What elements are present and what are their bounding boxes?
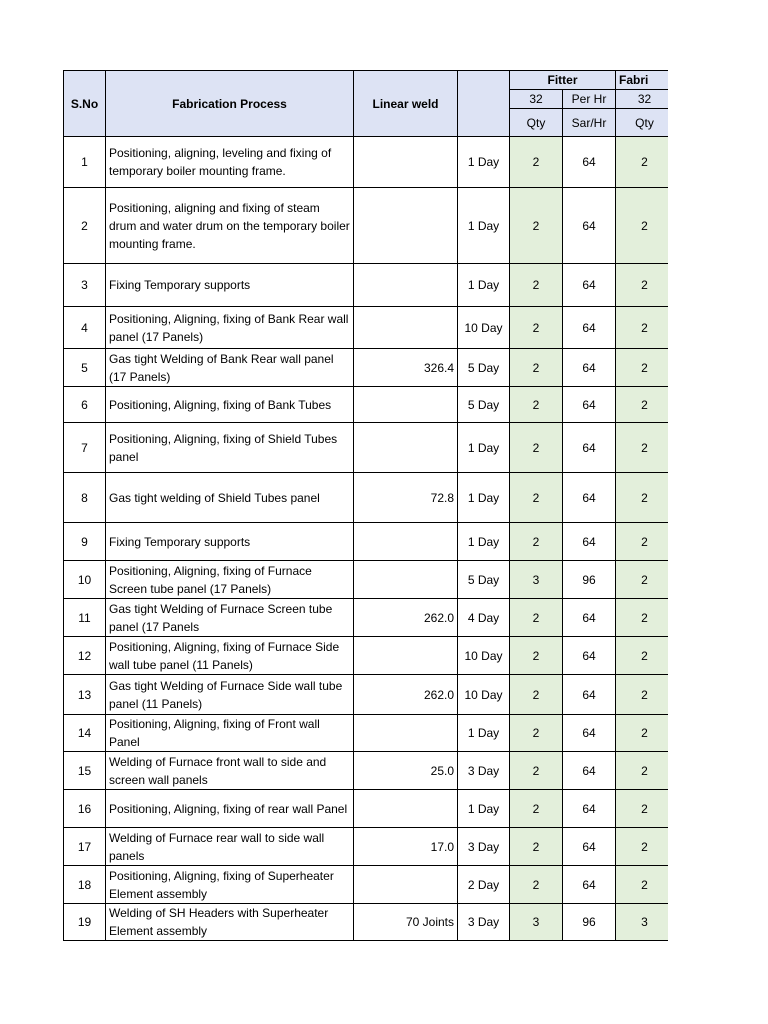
cell-linear-weld: 17.0 xyxy=(354,828,458,866)
cell-linear-weld: 262.0 xyxy=(354,675,458,715)
cell-sno: 12 xyxy=(64,637,106,675)
cell-linear-weld xyxy=(354,561,458,599)
cell-fabrication-process: Gas tight Welding of Bank Rear wall panel (17 Panels) xyxy=(106,349,354,387)
cell-fabricator-qty: 2 xyxy=(616,137,669,188)
cell-fabrication-process: Positioning, Aligning, fixing of Superheater Element assembly xyxy=(106,866,354,904)
cell-sar-hr: 64 xyxy=(563,790,616,828)
cell-fabrication-process: Fixing Temporary supports xyxy=(106,523,354,561)
cell-sno: 18 xyxy=(64,866,106,904)
cell-fabrication-process: Welding of Furnace front wall to side and screen wall panels xyxy=(106,752,354,790)
table-row xyxy=(64,637,669,675)
cell-fabricator-qty: 2 xyxy=(616,866,669,904)
cell-sar-hr: 64 xyxy=(563,349,616,387)
header-fabrication-process: Fabrication Process xyxy=(106,71,354,137)
cell-duration: 5 Day xyxy=(458,561,510,599)
cell-duration: 5 Day xyxy=(458,349,510,387)
table-row xyxy=(64,675,669,715)
cell-linear-weld xyxy=(354,637,458,675)
table-row xyxy=(64,828,669,866)
cell-sar-hr: 64 xyxy=(563,473,616,523)
cell-fabricator-qty: 2 xyxy=(616,188,669,264)
cell-fitter-qty: 2 xyxy=(510,828,563,866)
table-header xyxy=(64,71,669,137)
cell-fabricator-qty: 2 xyxy=(616,715,669,752)
table-body xyxy=(64,137,669,941)
cell-duration: 2 Day xyxy=(458,866,510,904)
cell-fabrication-process: Positioning, Aligning, fixing of Shield Tubes panel xyxy=(106,423,354,473)
cell-linear-weld xyxy=(354,264,458,307)
cell-fitter-qty: 2 xyxy=(510,790,563,828)
cell-sno: 16 xyxy=(64,790,106,828)
table-row xyxy=(64,264,669,307)
cell-sno: 3 xyxy=(64,264,106,307)
cell-fitter-qty: 2 xyxy=(510,599,563,637)
cell-sno: 1 xyxy=(64,137,106,188)
cell-fabrication-process: Positioning, Aligning, fixing of Front wall Panel xyxy=(106,715,354,752)
header-fabricator-count: 32 xyxy=(616,90,669,109)
cell-linear-weld xyxy=(354,715,458,752)
cell-linear-weld xyxy=(354,387,458,423)
cell-duration: 1 Day xyxy=(458,473,510,523)
cell-fitter-qty: 2 xyxy=(510,675,563,715)
cell-fabrication-process: Positioning, aligning and fixing of steam drum and water drum on the temporary boiler mounting frame. xyxy=(106,188,354,264)
cell-duration: 3 Day xyxy=(458,904,510,941)
header-fitter: Fitter xyxy=(510,71,616,90)
header-qty: Qty xyxy=(510,109,563,137)
fabrication-schedule-table xyxy=(63,70,668,941)
cell-linear-weld xyxy=(354,790,458,828)
table-row xyxy=(64,473,669,523)
cell-sno: 14 xyxy=(64,715,106,752)
table-row xyxy=(64,715,669,752)
cell-fabrication-process: Gas tight Welding of Furnace Side wall tube panel (11 Panels) xyxy=(106,675,354,715)
cell-sar-hr: 64 xyxy=(563,752,616,790)
cell-sar-hr: 64 xyxy=(563,423,616,473)
header-duration xyxy=(458,71,510,137)
header-sno: S.No xyxy=(64,71,106,137)
table-row xyxy=(64,752,669,790)
cell-fabrication-process: Fixing Temporary supports xyxy=(106,264,354,307)
table-row xyxy=(64,904,669,941)
header-fabricator: Fabri xyxy=(616,71,669,90)
cell-fabricator-qty: 2 xyxy=(616,790,669,828)
cell-fitter-qty: 3 xyxy=(510,561,563,599)
cell-sno: 15 xyxy=(64,752,106,790)
cell-fitter-qty: 2 xyxy=(510,349,563,387)
cell-fitter-qty: 2 xyxy=(510,866,563,904)
cell-fabrication-process: Gas tight welding of Shield Tubes panel xyxy=(106,473,354,523)
cell-linear-weld xyxy=(354,423,458,473)
cell-fabrication-process: Positioning, aligning, leveling and fixing of temporary boiler mounting frame. xyxy=(106,137,354,188)
cell-fabricator-qty: 2 xyxy=(616,307,669,349)
cell-sno: 10 xyxy=(64,561,106,599)
table-row xyxy=(64,188,669,264)
cell-fabricator-qty: 3 xyxy=(616,904,669,941)
cell-fitter-qty: 2 xyxy=(510,752,563,790)
cell-duration: 10 Day xyxy=(458,637,510,675)
cell-fitter-qty: 2 xyxy=(510,523,563,561)
cell-sno: 19 xyxy=(64,904,106,941)
cell-fabricator-qty: 2 xyxy=(616,349,669,387)
header-per-hr: Per Hr xyxy=(563,90,616,109)
cell-sar-hr: 64 xyxy=(563,715,616,752)
cell-duration: 1 Day xyxy=(458,715,510,752)
cell-linear-weld: 72.8 xyxy=(354,473,458,523)
cell-fabricator-qty: 2 xyxy=(616,828,669,866)
table-row xyxy=(64,561,669,599)
cell-linear-weld: 70 Joints xyxy=(354,904,458,941)
cell-linear-weld: 262.0 xyxy=(354,599,458,637)
cell-sar-hr: 64 xyxy=(563,828,616,866)
cell-fabricator-qty: 2 xyxy=(616,423,669,473)
table-row xyxy=(64,137,669,188)
cell-sar-hr: 96 xyxy=(563,561,616,599)
header-fabricator-qty: Qty xyxy=(616,109,669,137)
cell-sno: 4 xyxy=(64,307,106,349)
cell-fabrication-process: Positioning, Aligning, fixing of rear wall Panel xyxy=(106,790,354,828)
cell-sar-hr: 64 xyxy=(563,264,616,307)
cell-linear-weld xyxy=(354,137,458,188)
header-sar-hr: Sar/Hr xyxy=(563,109,616,137)
cell-sno: 8 xyxy=(64,473,106,523)
cell-sno: 11 xyxy=(64,599,106,637)
cell-fitter-qty: 2 xyxy=(510,387,563,423)
cell-sar-hr: 64 xyxy=(563,307,616,349)
table-row xyxy=(64,307,669,349)
table-row xyxy=(64,387,669,423)
cell-fabricator-qty: 2 xyxy=(616,523,669,561)
cell-sar-hr: 64 xyxy=(563,599,616,637)
cell-sno: 6 xyxy=(64,387,106,423)
cell-fitter-qty: 2 xyxy=(510,264,563,307)
cell-sno: 13 xyxy=(64,675,106,715)
cell-fitter-qty: 3 xyxy=(510,904,563,941)
cell-fitter-qty: 2 xyxy=(510,637,563,675)
cell-duration: 3 Day xyxy=(458,828,510,866)
header-fitter-count: 32 xyxy=(510,90,563,109)
cell-sno: 17 xyxy=(64,828,106,866)
table-row xyxy=(64,599,669,637)
fabrication-table-container xyxy=(63,70,668,941)
cell-sno: 9 xyxy=(64,523,106,561)
cell-sar-hr: 64 xyxy=(563,387,616,423)
header-linear-weld: Linear weld xyxy=(354,71,458,137)
cell-fitter-qty: 2 xyxy=(510,188,563,264)
cell-fabrication-process: Gas tight Welding of Furnace Screen tube panel (17 Panels xyxy=(106,599,354,637)
cell-fitter-qty: 2 xyxy=(510,423,563,473)
cell-linear-weld xyxy=(354,188,458,264)
cell-sar-hr: 64 xyxy=(563,675,616,715)
table-row xyxy=(64,423,669,473)
cell-duration: 4 Day xyxy=(458,599,510,637)
cell-fabricator-qty: 2 xyxy=(616,599,669,637)
cell-sar-hr: 64 xyxy=(563,866,616,904)
cell-fabricator-qty: 2 xyxy=(616,473,669,523)
cell-duration: 1 Day xyxy=(458,264,510,307)
cell-fitter-qty: 2 xyxy=(510,307,563,349)
table-row xyxy=(64,349,669,387)
cell-fitter-qty: 2 xyxy=(510,715,563,752)
cell-fabricator-qty: 2 xyxy=(616,561,669,599)
cell-linear-weld: 25.0 xyxy=(354,752,458,790)
cell-fabrication-process: Positioning, Aligning, fixing of Bank Tubes xyxy=(106,387,354,423)
cell-fabrication-process: Positioning, Aligning, fixing of Furnace Side wall tube panel (11 Panels) xyxy=(106,637,354,675)
cell-duration: 5 Day xyxy=(458,387,510,423)
cell-duration: 3 Day xyxy=(458,752,510,790)
cell-sar-hr: 64 xyxy=(563,137,616,188)
cell-fitter-qty: 2 xyxy=(510,473,563,523)
cell-fitter-qty: 2 xyxy=(510,137,563,188)
cell-fabricator-qty: 2 xyxy=(616,637,669,675)
cell-duration: 10 Day xyxy=(458,675,510,715)
cell-sar-hr: 96 xyxy=(563,904,616,941)
cell-sar-hr: 64 xyxy=(563,637,616,675)
cell-fabricator-qty: 2 xyxy=(616,387,669,423)
cell-duration: 1 Day xyxy=(458,188,510,264)
cell-fabricator-qty: 2 xyxy=(616,264,669,307)
cell-sar-hr: 64 xyxy=(563,188,616,264)
cell-linear-weld xyxy=(354,866,458,904)
table-row xyxy=(64,866,669,904)
table-row xyxy=(64,790,669,828)
cell-fabrication-process: Welding of SH Headers with Superheater Element assembly xyxy=(106,904,354,941)
cell-sar-hr: 64 xyxy=(563,523,616,561)
cell-duration: 1 Day xyxy=(458,137,510,188)
cell-fabricator-qty: 2 xyxy=(616,675,669,715)
cell-fabrication-process: Positioning, Aligning, fixing of Bank Rear wall panel (17 Panels) xyxy=(106,307,354,349)
cell-linear-weld: 326.4 xyxy=(354,349,458,387)
cell-duration: 1 Day xyxy=(458,423,510,473)
cell-fabrication-process: Positioning, Aligning, fixing of Furnace Screen tube panel (17 Panels) xyxy=(106,561,354,599)
table-row xyxy=(64,523,669,561)
cell-duration: 1 Day xyxy=(458,523,510,561)
cell-sno: 5 xyxy=(64,349,106,387)
cell-fabricator-qty: 2 xyxy=(616,752,669,790)
cell-linear-weld xyxy=(354,307,458,349)
cell-duration: 10 Day xyxy=(458,307,510,349)
cell-fabrication-process: Welding of Furnace rear wall to side wall panels xyxy=(106,828,354,866)
cell-sno: 2 xyxy=(64,188,106,264)
cell-duration: 1 Day xyxy=(458,790,510,828)
cell-linear-weld xyxy=(354,523,458,561)
cell-sno: 7 xyxy=(64,423,106,473)
